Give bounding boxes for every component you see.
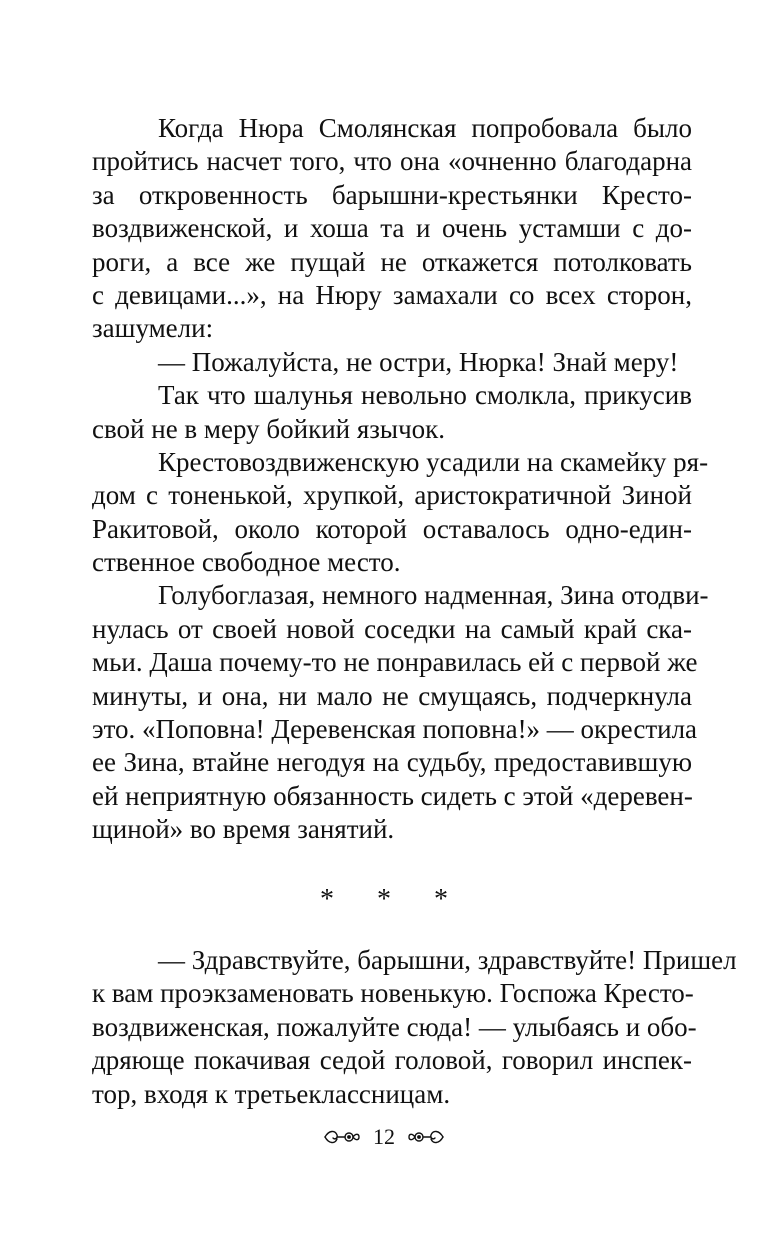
text-line: Так что шалунья невольно смолкла, прикусив (158, 380, 692, 411)
text-line: мьи. Даша почему-то не понравилась ей с первой же (92, 647, 698, 678)
text-line: щиной» во время занятий. (92, 814, 395, 845)
text-line: это. «Поповна! Деревенская поповна!» — окрестила (92, 714, 698, 745)
text-line: зашумели: (92, 313, 214, 344)
text-line: — Здравствуйте, барышни, здравствуйте! Пришел (158, 945, 737, 975)
text-line: ственное свободное место. (92, 547, 401, 578)
text-line: Ракитовой, около которой оставалось одно-един- (92, 513, 692, 544)
text-line: с девицами...», на Нюру замахали со всех сторон, (92, 279, 692, 310)
paragraph-6 (92, 944, 737, 1111)
text-line: тор, входя к третьеклассницам. (92, 1078, 451, 1109)
text-line: дряюще покачивая седой головой, говорил инспек- (92, 1045, 692, 1076)
text-line: Когда Нюра Смолянская попробовала было (158, 113, 692, 143)
section-separator: * * * (320, 884, 466, 915)
text-line: за откровенность барышни-крестьянки Кресто- (92, 179, 692, 210)
paragraph-4 (92, 446, 709, 580)
text-line: Голубоглазая, немного надменная, Зина отодви- (158, 580, 709, 611)
text-line: Крестовоздвиженскую усадили на скамейку ря- (158, 446, 709, 477)
text-line: — Пожалуйста, не остри, Нюрка! Знай меру! (158, 346, 679, 377)
text-line: пройтись насчет того, что она «очненно благодарна (92, 146, 692, 177)
paragraph-3 (92, 379, 692, 446)
paragraph-5 (92, 579, 709, 846)
text-line: дом с тоненькой, хрупкой, аристократичной Зиной (92, 480, 692, 511)
text-line: свой не в меру бойкий язычок. (92, 413, 446, 444)
text-line: нулась от своей новой соседки на самый край ска- (92, 613, 692, 644)
text-line: к вам проэкзаменовать новенькую. Госпожа Кресто- (92, 978, 694, 1009)
page-number: 12 (373, 1124, 395, 1149)
paragraph-2 (92, 346, 692, 379)
floral-ornament-icon (407, 1126, 445, 1148)
text-line: роги, а все же пущай не откажется потолковать (92, 246, 692, 277)
text-line: воздвиженская, пожалуйте сюда! — улыбаясь и обо- (92, 1011, 697, 1042)
paragraph-1 (92, 112, 692, 346)
text-line: минуты, и она, ни мало не смущаясь, подчеркнула (92, 680, 692, 711)
main-text-section-1 (92, 112, 709, 847)
text-line: ее Зина, втайне негодуя на судьбу, предоставившую (92, 747, 692, 778)
text-line: ей неприятную обязанность сидеть с этой «деревен- (92, 780, 693, 811)
text-line: воздвиженской, и хоша та и очень устамши с до- (92, 213, 692, 244)
main-text-section-2 (92, 944, 737, 1111)
page-footer (0, 1124, 768, 1150)
floral-ornament-icon (323, 1126, 361, 1148)
